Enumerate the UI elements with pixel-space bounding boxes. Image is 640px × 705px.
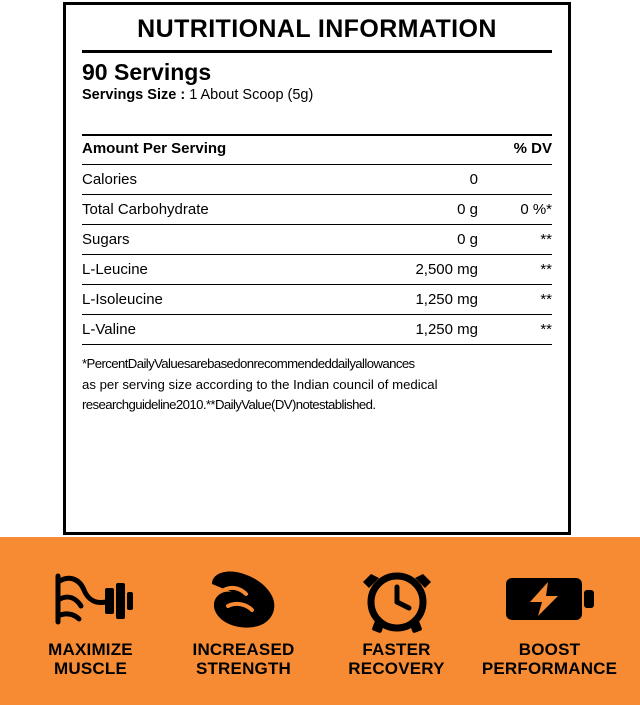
footnote-line-2: as per serving size according to the Indian council of medical	[82, 376, 438, 392]
nutrition-table	[82, 136, 552, 345]
benefit-line1: INCREASED	[192, 640, 295, 660]
footnote-line-1: *PercentDailyValuesarebasedonrecommendeddailyallowances	[82, 356, 415, 372]
benefit-line1: BOOST	[518, 640, 581, 660]
nutrient-dv	[478, 165, 552, 195]
benefit-line2: RECOVERY	[348, 659, 445, 679]
nutrient-dv: **	[478, 255, 552, 285]
nutrient-dv: **	[478, 225, 552, 255]
alarm-clock-icon	[320, 563, 473, 635]
nutrition-information-panel	[63, 2, 571, 535]
benefits-bar	[0, 537, 640, 705]
nutrient-amount: 0 g	[358, 225, 478, 255]
benefit-maximize-muscle	[14, 563, 167, 678]
nutrient-dv: **	[478, 315, 552, 345]
header-spacer	[358, 136, 478, 165]
amount-per-serving-header: Amount Per Serving	[82, 136, 358, 165]
panel-inner	[66, 5, 568, 532]
panel-title: NUTRITIONAL INFORMATION	[137, 15, 497, 43]
benefit-line1: FASTER	[362, 640, 431, 660]
bicep-icon	[167, 563, 320, 635]
table-row	[82, 315, 552, 345]
table-row	[82, 195, 552, 225]
benefit-line2: STRENGTH	[195, 659, 292, 679]
footnote	[82, 354, 552, 415]
nutrient-amount: 0 g	[358, 195, 478, 225]
nutrient-name: Sugars	[82, 225, 358, 255]
benefit-line2: PERFORMANCE	[481, 659, 618, 679]
nutrient-name: Calories	[82, 165, 358, 195]
flexing-arm-muscle-icon	[14, 563, 167, 635]
benefit-increased-strength	[167, 563, 320, 678]
nutrient-name: L-Isoleucine	[82, 285, 358, 315]
nutrient-amount: 0	[358, 165, 478, 195]
nutrient-amount: 1,250 mg	[358, 285, 478, 315]
table-row	[82, 285, 552, 315]
nutrient-name: L-Valine	[82, 315, 358, 345]
table-row	[82, 225, 552, 255]
nutrient-dv: 0 %*	[478, 195, 552, 225]
serving-size-value: 1 About Scoop (5g)	[189, 86, 314, 103]
nutrient-name: Total Carbohydrate	[82, 195, 358, 225]
footnote-line-3: researchguideline2010.**DailyValue(DV)notestablished.	[82, 397, 376, 413]
nutrient-amount: 2,500 mg	[358, 255, 478, 285]
panel-spacer	[82, 110, 552, 134]
nutrient-amount: 1,250 mg	[358, 315, 478, 345]
table-header-row	[82, 136, 552, 165]
benefit-line1: MAXIMIZE	[48, 640, 133, 660]
serving-size-label: Servings Size :	[82, 86, 186, 103]
dv-header: % DV	[478, 136, 552, 165]
title-divider	[82, 50, 552, 53]
benefit-faster-recovery	[320, 563, 473, 678]
nutrient-name: L-Leucine	[82, 255, 358, 285]
table-row	[82, 165, 552, 195]
benefit-line2: MUSCLE	[54, 659, 127, 679]
nutrient-dv: **	[478, 285, 552, 315]
serving-size	[82, 87, 552, 104]
servings-count: 90 Servings	[82, 58, 212, 85]
table-row	[82, 255, 552, 285]
battery-bolt-icon	[473, 563, 626, 635]
benefit-boost-performance	[473, 563, 626, 678]
